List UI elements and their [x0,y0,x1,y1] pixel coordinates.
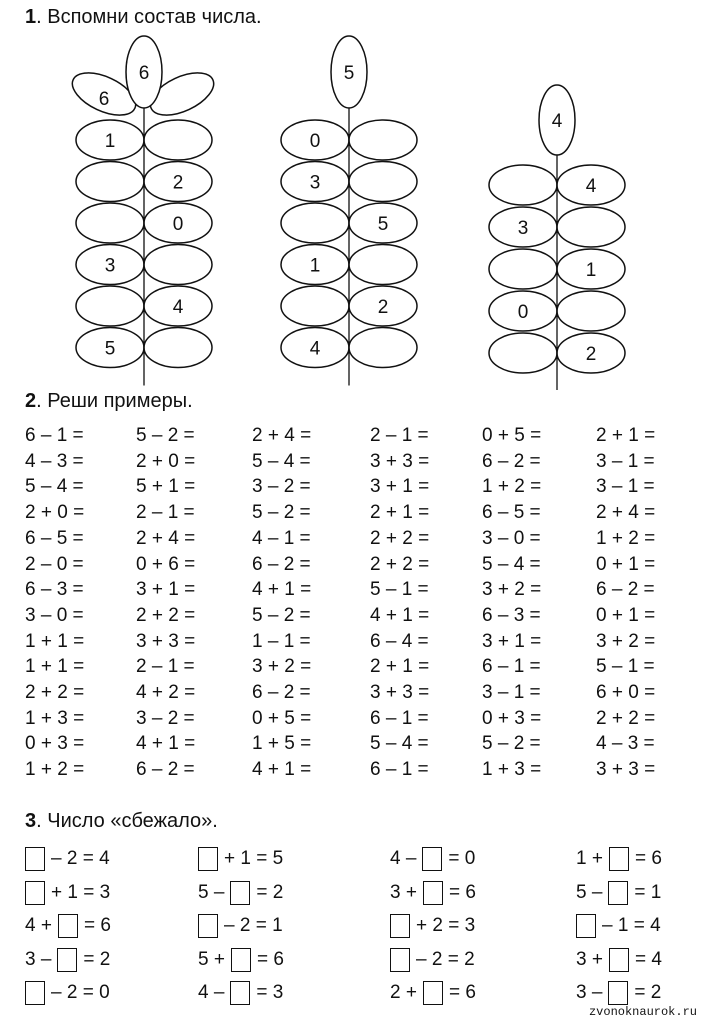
example-item: 3 – 2 = [252,476,311,498]
missing-number-item [390,981,476,1005]
leaf-number: 4 [585,176,597,197]
expression-end: – 2 = 2 [416,948,475,970]
leaf-number: 2 [377,297,389,318]
leaf-number: 5 [104,338,116,360]
expression-end: = 1 [634,881,662,903]
top-petal-number: 5 [343,63,355,84]
example-item: 0 + 6 = [136,553,196,575]
example-item: 4 – 1 = [252,527,311,549]
expression-end: = 6 [256,948,284,970]
example-item: 2 – 0 = [25,553,84,575]
example-item: 3 + 3 = [136,630,196,652]
expression-end: – 2 = 1 [224,915,283,936]
leaf-left [281,203,349,243]
leaf-number: 4 [309,338,321,360]
leaf-number: 3 [517,218,529,239]
example-item: 2 + 4 = [596,502,656,524]
missing-number-item [576,847,662,871]
answer-box[interactable] [198,847,218,871]
example-item: 3 + 1 = [136,579,196,601]
example-item: 5 – 1 = [596,656,655,678]
expression-end: = 2 [634,982,662,1003]
example-item: 6 – 5 = [482,502,541,524]
example-item: 3 + 3 = [370,682,430,703]
leaf-left [489,165,557,205]
example-item: 3 – 0 = [482,527,541,549]
missing-number-item [198,881,283,905]
example-item: 3 + 3 = [596,759,656,781]
missing-number-item [25,914,111,938]
example-item: 3 – 1 = [596,450,655,472]
expression-end: = 6 [448,982,476,1003]
example-item: 2 + 0 = [136,450,196,472]
plant-3 [489,85,625,390]
example-item: 4 + 2 = [136,682,196,703]
example-item: 3 + 2 = [482,579,542,601]
answer-box[interactable] [422,847,442,871]
missing-number-item [390,881,476,905]
expression-end: = 6 [448,881,476,903]
answer-box[interactable] [390,948,410,972]
leaf-right [144,245,212,285]
example-item: 3 – 0 = [25,604,84,626]
example-item: 2 + 1 = [370,502,430,524]
example-item: 5 – 1 = [370,579,429,601]
expression-start: 3 – [576,982,603,1003]
missing-number-item [576,881,661,905]
example-item: 4 + 1 = [252,759,312,781]
leaf-right [144,120,212,160]
missing-number-item [390,948,475,972]
missing-number-item [576,981,661,1005]
expression-end: – 1 = 4 [602,915,661,936]
example-item: 5 – 4 = [482,553,541,575]
example-item: 2 – 1 = [136,656,195,678]
leaf-number: 5 [377,214,389,235]
leaf-right [349,162,417,202]
example-item: 2 + 2 = [25,682,85,703]
example-item: 4 – 3 = [596,733,655,755]
plant-1 [66,36,220,386]
leaf-left [76,286,144,326]
leaf-right [349,120,417,160]
example-item: 2 + 2 = [370,527,430,549]
answer-box[interactable] [25,881,45,905]
task3-title: . Число «сбежало». [36,810,218,832]
example-item: 2 + 4 = [252,425,312,446]
example-item: 5 – 2 = [252,502,311,524]
answer-box[interactable] [230,981,250,1005]
answer-box[interactable] [58,914,78,938]
example-item: 6 – 3 = [482,604,541,626]
answer-box[interactable] [25,981,45,1005]
missing-number-item [25,881,110,905]
leaf-number: 1 [585,260,597,281]
leaf-number: 3 [309,172,321,194]
example-item: 6 – 1 = [370,707,429,729]
example-item: 3 + 1 = [370,476,430,498]
answer-box[interactable] [608,881,628,905]
leaf-right [557,207,625,247]
task3-heading [25,810,218,833]
site-watermark: zvonoknaurok.ru [588,1005,697,1019]
missing-number-item [390,914,475,938]
answer-box[interactable] [231,948,251,972]
example-item: 5 – 2 = [482,733,541,755]
leaf-left [489,249,557,289]
example-item: 5 – 4 = [370,733,429,755]
example-item: 0 + 5 = [482,425,542,446]
leaf-number: 0 [309,131,321,152]
example-item: 1 + 3 = [25,707,85,729]
example-item: 0 + 3 = [482,707,542,729]
number-plants [0,0,705,390]
example-item: 2 + 2 = [136,604,196,626]
missing-number-item [576,948,662,972]
missing-number-item [25,847,110,871]
example-item: 1 + 2 = [596,527,656,549]
example-item: 6 – 4 = [370,630,429,652]
example-item: 2 + 1 = [596,425,656,446]
example-item: 6 – 2 = [482,450,541,472]
example-item: 0 + 5 = [252,707,312,729]
expression-start: 4 – [198,982,225,1003]
expression-end: – 2 = 4 [51,848,110,869]
leaf-number: 3 [104,255,116,277]
example-item: 2 + 4 = [136,527,196,549]
example-item: 2 – 1 = [136,502,195,524]
example-item: 5 – 2 = [252,604,311,626]
example-item: 5 – 2 = [136,425,195,446]
expression-end: = 4 [634,948,662,970]
example-item: 1 + 1 = [25,656,85,678]
answer-box[interactable] [423,881,443,905]
example-item: 0 + 1 = [596,553,656,575]
leaf-number: 0 [517,302,529,323]
leaf-right [349,328,417,368]
example-item: 6 – 1 = [482,656,541,678]
expression-start: 2 + [390,982,417,1003]
leaf-left [76,203,144,243]
leaf-number: 0 [172,214,184,235]
expression-start: 3 + [576,948,603,970]
expression-start: 5 – [198,881,225,903]
example-item: 1 + 1 = [25,630,85,652]
example-item: 4 – 3 = [25,450,84,472]
task1-number: 1 [25,6,37,28]
leaf-right [557,291,625,331]
expression-end: = 6 [634,848,662,869]
example-item: 2 + 0 = [25,502,85,524]
leaf-left [281,286,349,326]
example-item: 1 + 3 = [482,759,542,781]
example-item: 3 + 2 = [252,656,312,678]
example-item: 6 – 2 = [136,759,195,781]
example-item: 1 – 1 = [252,630,311,652]
task2-title: . Реши примеры. [36,390,193,412]
answer-box[interactable] [608,981,628,1005]
expression-end: = 0 [448,848,476,869]
example-item: 5 – 4 = [252,450,311,472]
leaf-left [76,162,144,202]
answer-box[interactable] [230,881,250,905]
top-petal-number: 4 [551,111,563,132]
expression-end: + 1 = 3 [51,881,111,903]
example-item: 3 – 1 = [482,682,541,703]
example-item: 2 + 1 = [370,656,430,678]
answer-box[interactable] [25,847,45,871]
leaf-number: 1 [309,255,321,277]
example-item: 4 + 1 = [136,733,196,755]
leaf-right [349,245,417,285]
answer-box[interactable] [609,948,629,972]
example-item: 5 – 4 = [25,476,84,498]
example-item: 0 + 1 = [596,604,656,626]
leaf-number: 2 [585,344,597,365]
expression-start: 3 + [390,881,417,903]
expression-end: = 2 [256,881,284,903]
missing-number-item [198,981,283,1005]
expression-start: 1 + [576,848,603,869]
expression-end: = 3 [256,982,284,1003]
example-item: 6 – 2 = [252,553,311,575]
example-item: 6 – 1 = [25,425,84,446]
top-petal-number: 6 [138,63,150,84]
missing-number-item [25,948,110,972]
example-item: 1 + 2 = [482,476,542,498]
example-item: 6 – 2 = [596,579,655,601]
expression-start: 5 + [198,948,225,970]
expression-start: 4 – [390,848,417,869]
missing-number-item [576,914,661,938]
example-item: 1 + 5 = [252,733,312,755]
example-item: 4 + 1 = [252,579,312,601]
answer-box[interactable] [423,981,443,1005]
leaf-number: 2 [172,172,184,194]
task1-title: . Вспомни состав числа. [36,6,262,28]
expression-end: + 2 = 3 [416,915,476,936]
example-item: 4 + 1 = [370,604,430,626]
example-item: 3 – 2 = [136,707,195,729]
missing-number-item [198,914,283,938]
example-item: 6 – 2 = [252,682,311,703]
answer-box[interactable] [57,948,77,972]
expression-start: 5 – [576,881,603,903]
example-item: 3 + 3 = [370,450,430,472]
expression-end: = 2 [83,948,111,970]
leaf-right [144,328,212,368]
answer-box[interactable] [609,847,629,871]
leaf-number: 1 [104,131,116,152]
example-item: 2 + 2 = [596,707,656,729]
expression-end: = 6 [83,915,111,936]
missing-number-item [25,981,110,1005]
expression-end: + 1 = 5 [224,848,284,869]
example-item: 6 – 3 = [25,579,84,601]
example-item: 3 + 1 = [482,630,542,652]
leaf-number: 4 [172,297,184,318]
example-item: 2 – 1 = [370,425,429,446]
example-item: 1 + 2 = [25,759,85,781]
task3-number: 3 [25,810,37,832]
example-item: 6 + 0 = [596,682,656,703]
example-item: 0 + 3 = [25,733,85,755]
answer-box[interactable] [198,914,218,938]
example-item: 6 – 1 = [370,759,429,781]
answer-box[interactable] [576,914,596,938]
expression-start: 3 – [25,948,52,970]
answer-box[interactable] [390,914,410,938]
example-item: 2 + 2 = [370,553,430,575]
side-leaf-number: 6 [98,89,110,110]
task2-number: 2 [25,390,37,412]
example-item: 3 – 1 = [596,476,655,498]
plant-2 [281,36,417,386]
expression-end: – 2 = 0 [51,982,110,1003]
example-item: 6 – 5 = [25,527,84,549]
example-item: 5 + 1 = [136,476,196,498]
example-item: 3 + 2 = [596,630,656,652]
task2-heading [25,390,193,413]
missing-number-item [198,948,284,972]
leaf-left [489,333,557,373]
missing-number-item [198,847,283,871]
expression-start: 4 + [25,915,52,936]
missing-number-item [390,847,475,871]
